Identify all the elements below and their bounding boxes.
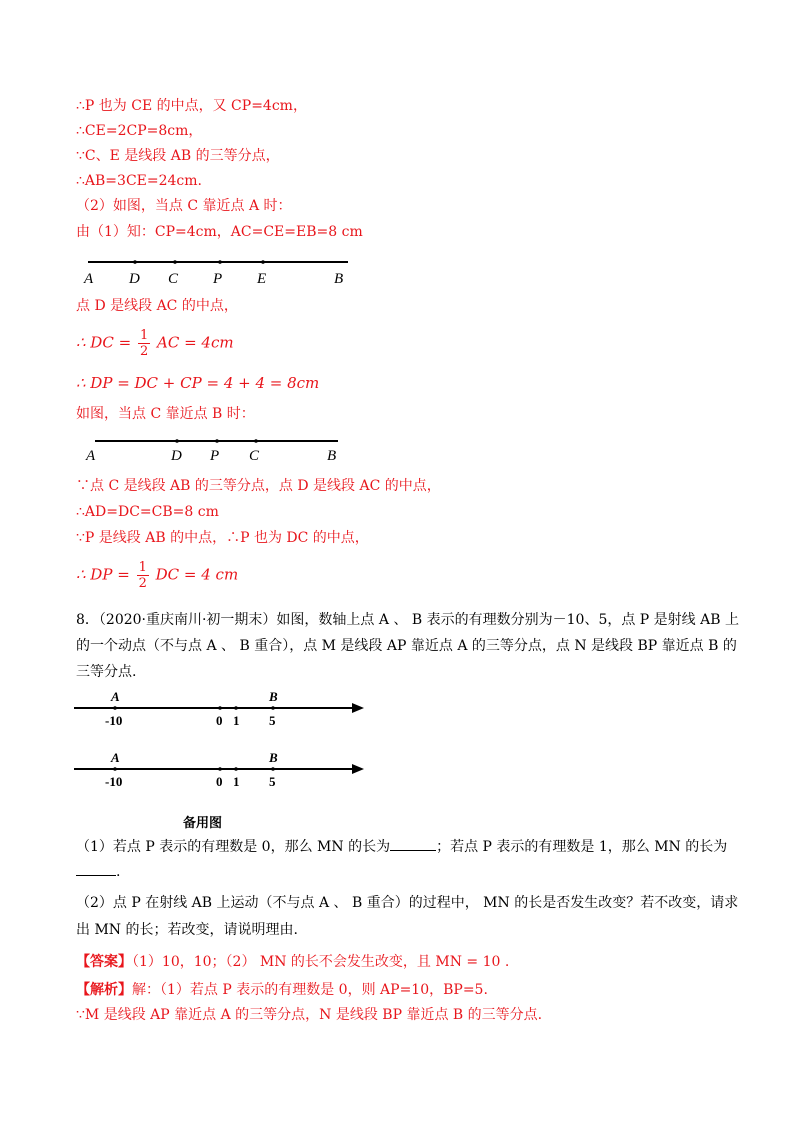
question-1-part-a: （1）若点 P 表示的有理数是 0，那么 MN 的长为 — [76, 839, 391, 855]
analysis-line-1 — [76, 980, 488, 1000]
nl1-tick-5: 5 — [269, 713, 276, 728]
analysis-tag: 【解析】 — [76, 982, 132, 998]
nl2-tick-5: 5 — [269, 774, 276, 789]
fig2-label-p: P — [210, 448, 220, 464]
solution-line-7: 点 D 是线段 AC 的中点， — [76, 298, 238, 314]
nl2-tick-neg10: -10 — [105, 774, 123, 789]
question-1-part-b: ；若点 P 表示的有理数是 1，那么 MN 的长为 — [436, 839, 728, 855]
solution-line-4: ∴AB=3CE=24cm. — [76, 173, 202, 189]
figure-caption: 备用图 — [183, 816, 223, 831]
fraction-numerator-2: 1 — [138, 560, 147, 575]
solution-line-3: ∵C、E 是线段 AB 的三等分点， — [76, 148, 280, 164]
fraction-denominator-2: 2 — [138, 576, 147, 591]
number-line-2 — [72, 749, 372, 793]
fig2-label-a: A — [86, 448, 96, 464]
problem-8-line-1: 8．（2020·重庆南川·初一期末）如图，数轴上点 A 、 B 表示的有理数分别为－10、5，点 P 是射线 AB 上 — [76, 612, 739, 628]
solution-line-5: （2）如图，当点 C 靠近点 A 时： — [76, 198, 292, 214]
analysis-text: 解：（1）若点 P 表示的有理数是 0，则 AP=10，BP=5. — [132, 982, 488, 998]
fig2-label-b: B — [327, 448, 337, 464]
nl2-label-a: A — [111, 750, 120, 765]
analysis-line-2: ∵M 是线段 AP 靠近点 A 的三等分点，N 是线段 BP 靠近点 B 的三等分点. — [76, 1007, 543, 1023]
fraction-half-2 — [137, 560, 149, 591]
segment-figure-1 — [80, 254, 370, 290]
answer-text: （1）10，10；（2） MN 的长不会发生改变，且 MN = 10 . — [132, 954, 510, 970]
fig1-label-c: C — [168, 271, 179, 287]
problem-8-line-3: 三等分点. — [76, 664, 137, 680]
nl1-tick-1: 1 — [233, 713, 240, 728]
nl2-label-b: B — [269, 750, 278, 765]
nl1-label-b: B — [269, 689, 278, 704]
nl2-tick-1: 1 — [233, 774, 240, 789]
fig1-label-b: B — [334, 271, 344, 287]
fraction-denominator: 2 — [139, 344, 149, 359]
equation-dp-rhs: DC = 4 cm — [155, 565, 239, 584]
fraction-numerator: 1 — [139, 328, 149, 343]
fraction-half — [138, 328, 150, 359]
fig1-label-e: E — [257, 271, 267, 287]
fig1-label-p: P — [213, 271, 223, 287]
question-2-line-1: （2）点 P 在射线 AB 上运动（不与点 A 、 B 重合）的过程中， MN 的长是否发生改变？若不改变，请求 — [76, 895, 739, 911]
number-line-1 — [72, 688, 372, 732]
nl1-tick-neg10: -10 — [105, 713, 123, 728]
question-1-line-2 — [76, 861, 120, 882]
question-1-part-c: . — [116, 864, 121, 880]
equation-dp-sum: ∴ DP = DC + CP = 4 + 4 = 8cm — [76, 374, 320, 392]
problem-8-line-2: 的一个动点（不与点 A 、 B 重合），点 M 是线段 AP 靠近点 A 的三等分点，点 N 是线段 BP 靠近点 B 的 — [76, 638, 737, 654]
fig1-label-d: D — [129, 271, 140, 287]
fig1-label-a: A — [84, 271, 94, 287]
nl1-label-a: A — [111, 689, 120, 704]
equation-dp-lhs: ∴ DP = — [76, 565, 130, 584]
equation-dc — [76, 328, 234, 359]
answer-line — [76, 952, 509, 972]
solution-line-12: ∴AD=DC=CB=8 cm — [76, 504, 219, 520]
question-2-line-2: 出 MN 的长；若改变，请说明理由. — [76, 922, 298, 938]
question-1-line-1 — [76, 836, 727, 857]
nl1-tick-0: 0 — [216, 713, 223, 728]
equation-dp-half — [76, 560, 238, 591]
solution-line-2: ∴CE=2CP=8cm， — [76, 123, 203, 139]
solution-line-10: 如图，当点 C 靠近点 B 时： — [76, 406, 255, 422]
answer-blank-2 — [76, 861, 116, 876]
segment-figure-2 — [80, 433, 360, 469]
solution-line-13: ∵P 是线段 AB 的中点，∴P 也为 DC 的中点， — [76, 530, 369, 546]
solution-line-11: ∵点 C 是线段 AB 的三等分点，点 D 是线段 AC 的中点， — [76, 478, 441, 494]
fig2-label-c: C — [249, 448, 260, 464]
equation-dc-rhs: AC = 4cm — [157, 333, 234, 352]
nl2-tick-0: 0 — [216, 774, 223, 789]
solution-line-6: 由（1）知：CP=4cm，AC=CE=EB=8 cm — [76, 224, 363, 240]
answer-blank-1 — [390, 836, 436, 851]
equation-dc-lhs: ∴ DC = — [76, 333, 132, 352]
solution-line-1: ∴P 也为 CE 的中点，又 CP=4cm， — [76, 98, 307, 114]
answer-tag: 【答案】 — [76, 954, 132, 970]
fig2-label-d: D — [171, 448, 182, 464]
